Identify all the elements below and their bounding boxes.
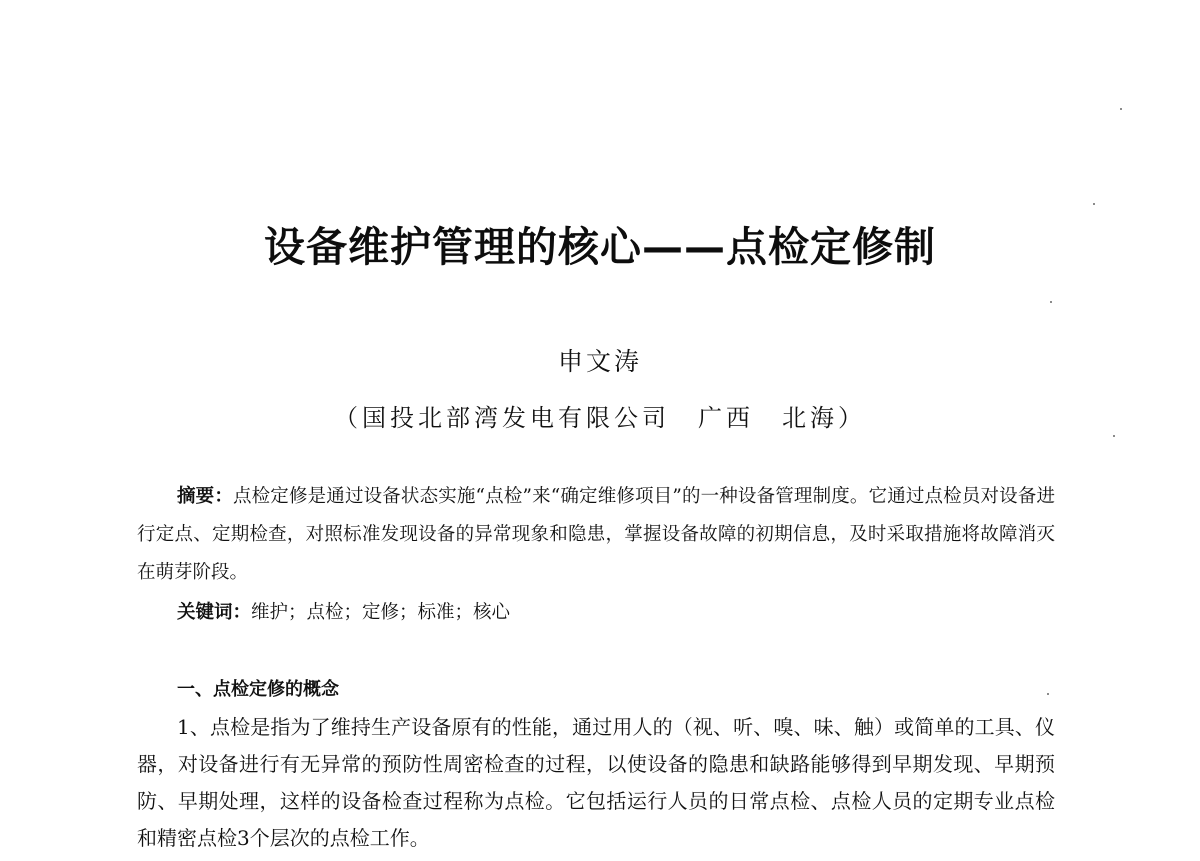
author-affiliation: （国投北部湾发电有限公司 广西 北海） bbox=[334, 404, 866, 432]
scan-speck bbox=[1047, 693, 1049, 695]
author-name: 申文涛 bbox=[557, 347, 642, 376]
scan-speck bbox=[1050, 301, 1052, 303]
body-paragraph: 1、点检是指为了维持生产设备原有的性能，通过用人的（视、听、嗅、味、触）或简单的工具、仪器，对设备进行有无异常的预防性周密检查的过程，以使设备的隐患和缺路能够得到早期发现、早期预防、早期处理，这样的设备检查过程称为点检。它包括运行人员的日常点检、点检人员的定期专业点检和精密点检3个层次的点检工作。 bbox=[137, 715, 1055, 850]
scan-speck bbox=[1093, 203, 1095, 205]
keywords-label: 关键词： bbox=[177, 602, 252, 623]
abstract-label: 摘要： bbox=[177, 486, 233, 507]
scan-speck bbox=[1120, 108, 1122, 110]
keywords-text: 维护；点检；定修；标准；核心 bbox=[251, 602, 511, 623]
abstract-text: 点检定修是通过设备状态实施“点检”来“确定维修项目”的一种设备管理制度。它通过点检员对设备进行定点、定期检查，对照标准发现设备的异常现象和隐患，掌握设备故障的初期信息，及时采取措施将故障消灭在萌芽阶段。 bbox=[137, 486, 1055, 583]
abstract-paragraph bbox=[137, 478, 1055, 592]
section-heading: 一、点检定修的概念 bbox=[177, 679, 339, 700]
scan-speck bbox=[1113, 435, 1115, 437]
keywords-line bbox=[177, 598, 1057, 628]
paper-title: 设备维护管理的核心——点检定修制 bbox=[264, 223, 936, 271]
